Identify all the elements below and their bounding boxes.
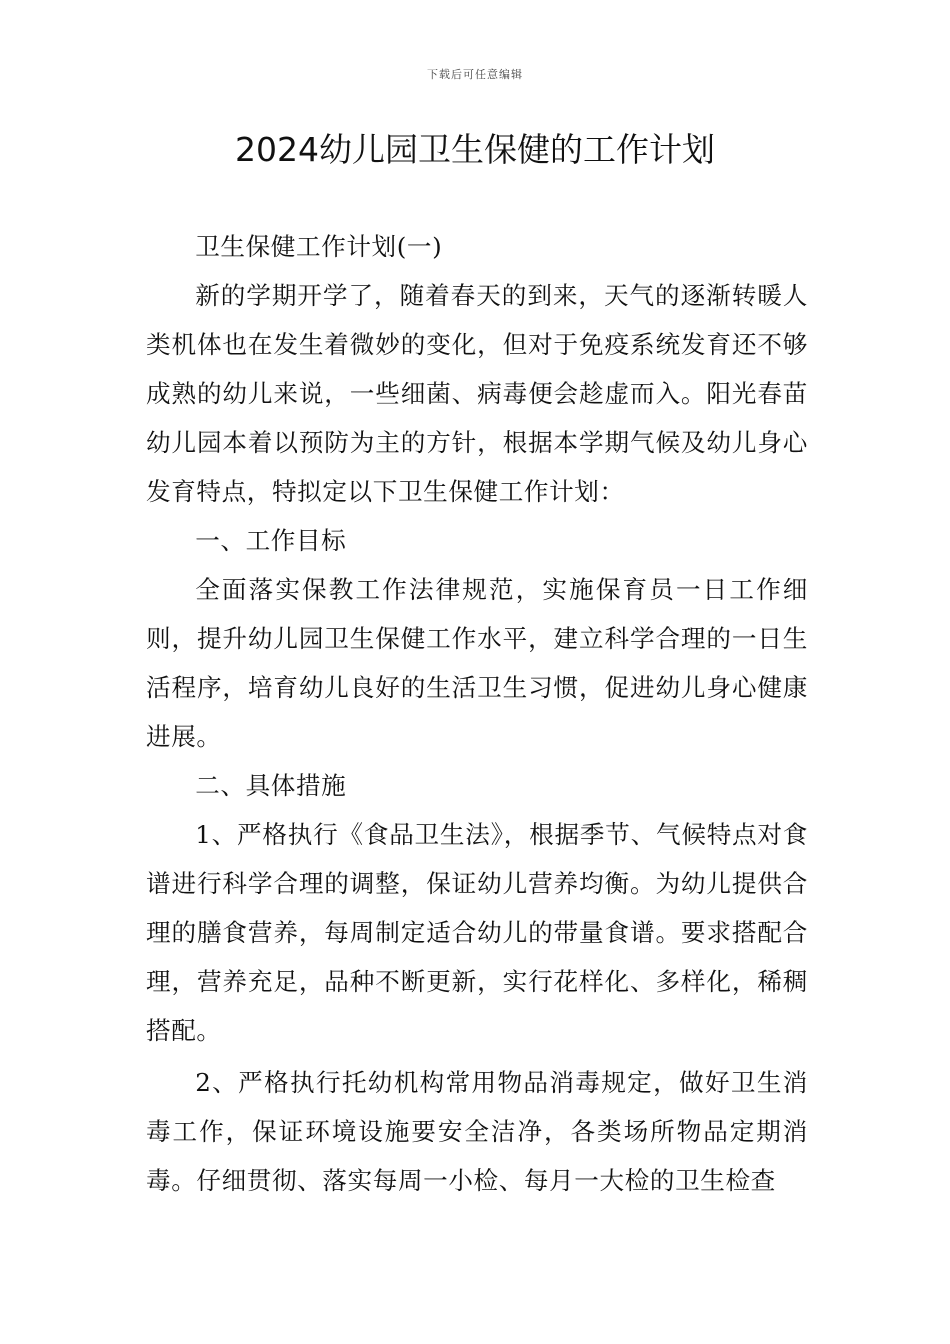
header-note: 下载后可任意编辑: [427, 68, 523, 81]
goals-paragraph: 全面落实保教工作法律规范，实施保育员一日工作细则，提升幼儿园卫生保健工作水平，建立科学合理的一日生活程序，培育幼儿良好的生活卫生习惯，促进幼儿身心健康进展。: [146, 575, 808, 751]
measure-paragraph-2: 2、严格执行托幼机构常用物品消毒规定，做好卫生消毒工作，保证环境设施要安全洁净，各类场所物品定期消毒。仔细贯彻、落实每周一小检、每月一大检的卫生检查: [146, 1068, 808, 1195]
section-subtitle: 卫生保健工作计划(一): [195, 232, 443, 261]
document-body: [146, 222, 808, 1205]
intro-paragraph: 新的学期开学了，随着春天的到来，天气的逐渐转暖人类机体也在发生着微妙的变化，但对于免疫系统发育还不够成熟的幼儿来说，一些细菌、病毒便会趁虚而入。阳光春苗幼儿园本着以预防为主的方针，根据本学期气候及幼儿身心发育特点，特拟定以下卫生保健工作计划：: [146, 281, 808, 506]
section-heading-goals: 一、工作目标: [195, 526, 347, 555]
measure-paragraph-1: 1、严格执行《食品卫生法》，根据季节、气候特点对食谱进行科学合理的调整，保证幼儿营养均衡。为幼儿提供合理的膳食营养，每周制定适合幼儿的带量食谱。要求搭配合理，营养充足，品种不断更新，实行花样化、多样化，稀稠搭配。: [146, 820, 808, 1045]
document-title: 2024幼儿园卫生保健的工作计划: [235, 130, 715, 169]
section-heading-measures: 二、具体措施: [195, 771, 347, 800]
